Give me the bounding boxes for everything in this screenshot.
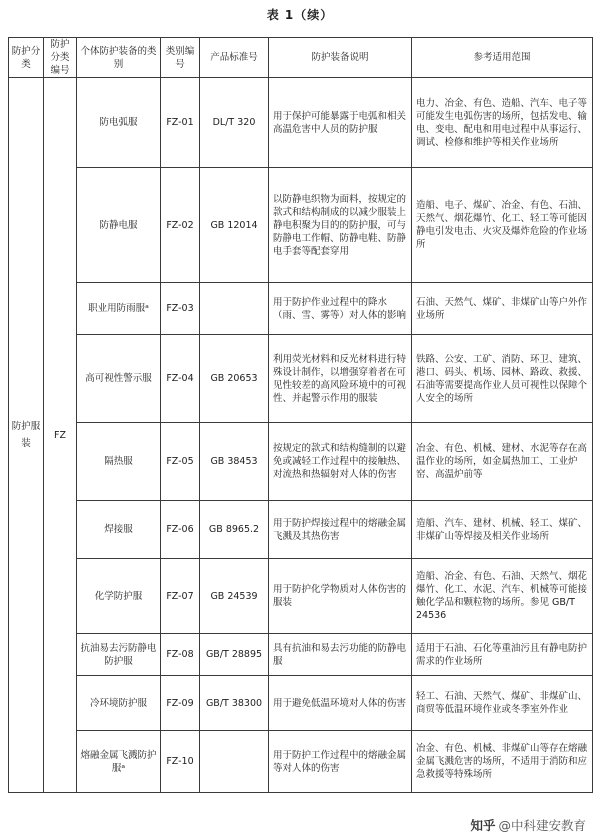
item-code: FZ-03 [161, 283, 200, 335]
header-cell: 个体防护装备的类别 [77, 38, 161, 78]
item-standard: GB 38453 [200, 423, 269, 501]
item-name: 职业用防雨服ᵃ [77, 283, 161, 335]
item-code: FZ-09 [161, 676, 200, 731]
item-name: 防静电服 [77, 168, 161, 283]
table-row [9, 634, 593, 676]
category-code: FZ [44, 78, 77, 793]
item-scope: 铁路、公安、工矿、消防、环卫、建筑、港口、码头、机场、园林、路政、救援、石油等需要提高作业人员可视性以保障个人安全的场所 [412, 335, 593, 423]
item-name: 冷环境防护服 [77, 676, 161, 731]
table-row [9, 423, 593, 501]
item-scope: 适用于石油、石化等重油污且有静电防护需求的作业场所 [412, 634, 593, 676]
item-description: 利用荧光材料和反光材料进行特殊设计制作，以增强穿着者在可见性较差的高风险环境中的可视性、并起警示作用的服装 [269, 335, 412, 423]
item-description: 按规定的款式和结构缝制的以避免或减轻工作过程中的接触热、对流热和热辐射对人体的伤害 [269, 423, 412, 501]
item-description: 用于防护作业过程中的降水（雨、雪、雾等）对人体的影响 [269, 283, 412, 335]
ppe-table [8, 37, 593, 793]
item-name: 抗油易去污防静电防护服 [77, 634, 161, 676]
item-standard: GB/T 28895 [200, 634, 269, 676]
item-code: FZ-10 [161, 731, 200, 793]
item-description: 以防静电织物为面料，按规定的款式和结构制成的以减少服装上静电积聚为目的的防护服，可与防静电工作帽、防静电鞋、防静电手套等配套穿用 [269, 168, 412, 283]
item-scope: 冶金、有色、机械、非煤矿山等存在熔融金属飞溅危害的场所，不适用于消防和应急救援等特殊场所 [412, 731, 593, 793]
item-description: 具有抗油和易去污功能的防静电服 [269, 634, 412, 676]
table-row [9, 335, 593, 423]
item-standard: GB 24539 [200, 559, 269, 634]
item-name: 熔融金属飞溅防护服ᵃ [77, 731, 161, 793]
item-description: 用于保护可能暴露于电弧和相关高温危害中人员的防护服 [269, 78, 412, 168]
table-row [9, 168, 593, 283]
item-description: 用于防护焊接过程中的熔融金属飞溅及其热伤害 [269, 501, 412, 559]
item-scope: 造船、汽车、建材、机械、轻工、煤矿、非煤矿山等焊接及相关作业场所 [412, 501, 593, 559]
item-standard: DL/T 320 [200, 78, 269, 168]
item-scope: 造船、电子、煤矿、冶金、有色、石油、天然气、烟花爆竹、化工、轻工等可能因静电引发电击、火灾及爆炸危险的作业场所 [412, 168, 593, 283]
header-cell: 防护装备说明 [269, 38, 412, 78]
item-name: 焊接服 [77, 501, 161, 559]
header-row [9, 38, 593, 78]
header-cell: 防护分类编号 [44, 38, 77, 78]
table-row [9, 501, 593, 559]
item-code: FZ-06 [161, 501, 200, 559]
table-row [9, 731, 593, 793]
item-standard: GB 8965.2 [200, 501, 269, 559]
table-title: 表 1（续） [266, 8, 334, 22]
item-description: 用于防护工作过程中的熔融金属等对人体的伤害 [269, 731, 412, 793]
header-cell: 参考适用范围 [412, 38, 593, 78]
item-code: FZ-07 [161, 559, 200, 634]
item-name: 防电弧服 [77, 78, 161, 168]
header-cell: 防护分类 [9, 38, 44, 78]
item-scope: 冶金、有色、机械、建材、水泥等存在高温作业的场所，如金属热加工、工业炉窑、高温炉前等 [412, 423, 593, 501]
item-name: 化学防护服 [77, 559, 161, 634]
item-standard [200, 283, 269, 335]
category-name: 防护服装 [11, 421, 41, 449]
table-row [9, 283, 593, 335]
zhihu-logo: 知乎 [470, 818, 496, 833]
item-standard: GB 20653 [200, 335, 269, 423]
item-standard [200, 731, 269, 793]
table-row [9, 559, 593, 634]
item-code: FZ-08 [161, 634, 200, 676]
item-scope: 电力、冶金、有色、造船、汽车、电子等可能发生电弧伤害的场所，包括发电、输电、变电、配电和用电过程中从事运行、调试、检修和维护等相关作业场所 [412, 78, 593, 168]
item-code: FZ-04 [161, 335, 200, 423]
watermark-text: @中科建安教育 [498, 818, 586, 833]
item-description: 用于防护化学物质对人体伤害的服装 [269, 559, 412, 634]
item-code: FZ-02 [161, 168, 200, 283]
item-scope: 石油、天然气、煤矿、非煤矿山等户外作业场所 [412, 283, 593, 335]
header-cell: 产品标准号 [200, 38, 269, 78]
header-cell: 类别编号 [161, 38, 200, 78]
item-name: 隔热服 [77, 423, 161, 501]
item-code: FZ-01 [161, 78, 200, 168]
item-name: 高可视性警示服 [77, 335, 161, 423]
item-scope: 造船、冶金、有色、石油、天然气、烟花爆竹、化工、水泥、汽车、机械等可能接触化学品和颗粒物的场所。参见 GB/T 24536 [412, 559, 593, 634]
item-standard: GB/T 38300 [200, 676, 269, 731]
item-standard: GB 12014 [200, 168, 269, 283]
table-row [9, 676, 593, 731]
item-scope: 轻工、石油、天然气、煤矿、非煤矿山、商贸等低温环境作业或冬季室外作业 [412, 676, 593, 731]
category-name-cell [9, 78, 44, 793]
item-code: FZ-05 [161, 423, 200, 501]
table-row [9, 78, 593, 168]
watermark [468, 816, 588, 834]
item-description: 用于避免低温环境对人体的伤害 [269, 676, 412, 731]
